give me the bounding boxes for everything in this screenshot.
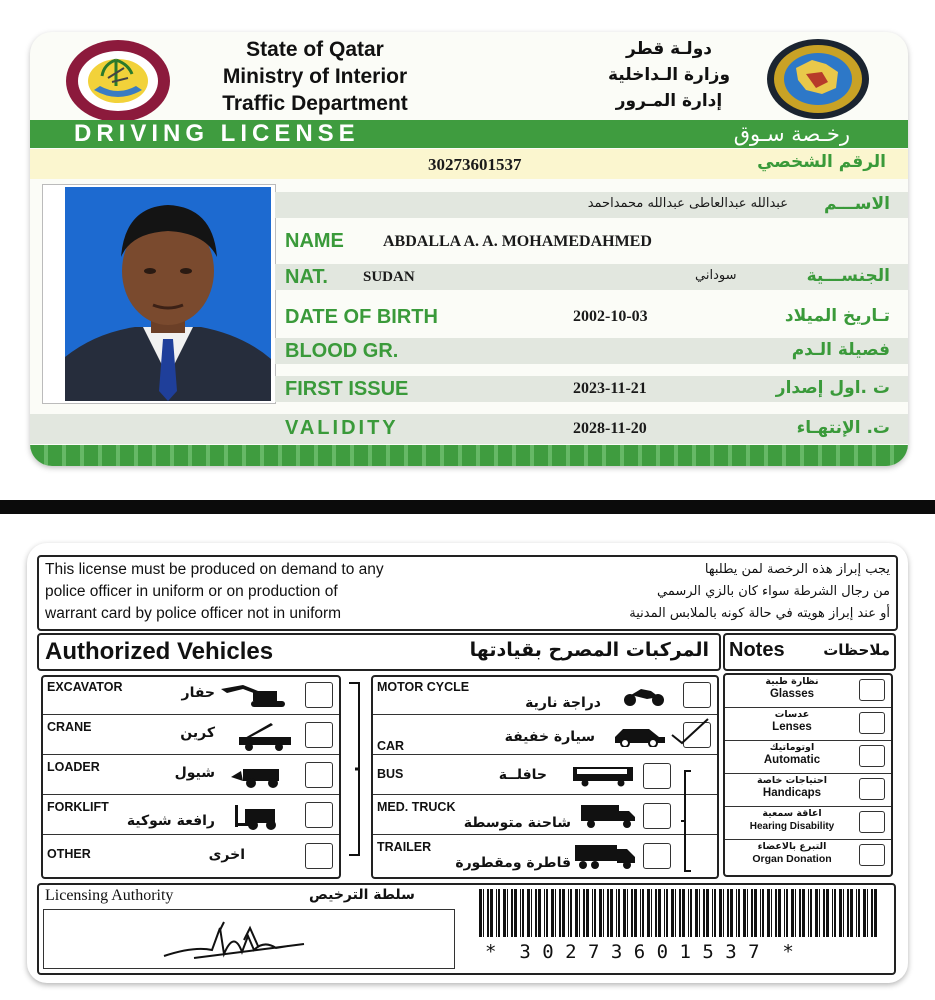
barcode-bar bbox=[795, 889, 796, 937]
vehicle-label-ar: قاطرة ومقطورة bbox=[455, 855, 571, 871]
first-issue-value: 2023-11-21 bbox=[573, 380, 647, 397]
notice-ar-line: أو عند إبراز هويته في حالة كونه بالملابس المدنية bbox=[629, 606, 890, 621]
barcode-bar bbox=[544, 889, 545, 937]
barcode-bar bbox=[651, 889, 652, 937]
barcode-bar bbox=[666, 889, 668, 937]
vehicle-label-ar: سيارة خفيفة bbox=[504, 729, 595, 745]
header-ministry: Ministry of Interior bbox=[222, 65, 408, 88]
personal-number-row bbox=[30, 149, 908, 179]
barcode-bar bbox=[627, 889, 628, 937]
holder-photo-image bbox=[65, 187, 271, 401]
barcode-bar bbox=[810, 889, 812, 937]
truck-icon bbox=[579, 803, 637, 834]
dob-label-ar: تـاريخ الميلاد bbox=[784, 306, 890, 326]
barcode-bar bbox=[850, 889, 853, 937]
barcode-bar bbox=[727, 889, 729, 937]
barcode-bar bbox=[703, 889, 705, 937]
note-label-ar: التبرع بالاعضاء bbox=[757, 841, 827, 852]
barcode-bar bbox=[594, 889, 596, 937]
checkbox-excavator[interactable] bbox=[305, 682, 333, 708]
barcode-bar bbox=[856, 889, 857, 937]
vehicle-label-en: OTHER bbox=[47, 847, 91, 861]
barcode-bar bbox=[490, 889, 493, 937]
notes-box bbox=[723, 673, 893, 877]
barcode-bar bbox=[531, 889, 532, 937]
notice-ar-line: من رجال الشرطة سواء كان بالزي الرسمي bbox=[657, 584, 890, 599]
barcode-bar bbox=[671, 889, 674, 937]
header-arabic bbox=[578, 36, 760, 114]
barcode-bar bbox=[675, 889, 676, 937]
barcode-bar bbox=[843, 889, 844, 937]
license-title-ar: رخـصة سـوق bbox=[733, 122, 850, 146]
notes-title-ar: ملاحظات bbox=[823, 641, 890, 659]
vehicle-label-en: FORKLIFT bbox=[47, 800, 109, 814]
notice-en-line: police officer in uniform or on production of bbox=[45, 583, 338, 600]
vehicle-row-motorcycle bbox=[373, 677, 717, 715]
note-label-ar: احتياجات خاصة bbox=[756, 775, 828, 786]
notice-en bbox=[45, 559, 384, 625]
blood-label-en: BLOOD GR. bbox=[285, 340, 399, 362]
header-english bbox=[170, 36, 460, 117]
first-issue-label-ar: ت .اول إصدار bbox=[775, 378, 890, 398]
checkbox-crane[interactable] bbox=[305, 722, 333, 748]
note-label-ar: اوتوماتيك bbox=[769, 742, 815, 753]
barcode-bar bbox=[618, 889, 620, 937]
barcode-bar bbox=[575, 889, 578, 937]
vehicle-label-en: MOTOR CYCLE bbox=[377, 680, 470, 694]
barcode-bar bbox=[832, 889, 833, 937]
barcode-bar bbox=[631, 889, 633, 937]
dob-label-en: DATE OF BIRTH bbox=[285, 306, 438, 328]
authorized-title-en: Authorized Vehicles bbox=[45, 638, 274, 665]
authorized-vehicles-header bbox=[37, 633, 721, 671]
barcode-bar bbox=[808, 889, 809, 937]
barcode-bar bbox=[559, 889, 561, 937]
header-state-ar: دولـة قطر bbox=[626, 39, 712, 59]
barcode-bar bbox=[719, 889, 722, 937]
barcode-bar bbox=[483, 889, 484, 937]
barcode-bar bbox=[767, 889, 770, 937]
vehicles-left-box bbox=[41, 675, 341, 879]
barcode-bar bbox=[527, 889, 530, 937]
bracket-left-icon bbox=[345, 681, 365, 857]
note-label-ar: اعاقة سمعية bbox=[762, 808, 822, 819]
license-back-card bbox=[27, 543, 908, 983]
barcode-bar bbox=[610, 889, 613, 937]
barcode-bar bbox=[496, 889, 497, 937]
barcode-bar bbox=[658, 889, 661, 937]
barcode-number: * 3 0 2 7 3 6 0 1 5 3 7 * bbox=[485, 941, 794, 963]
note-label-en: Glasses bbox=[769, 688, 815, 700]
barcode-bar bbox=[695, 889, 698, 937]
vehicle-label-ar: حفار bbox=[181, 685, 215, 701]
vehicle-label-en: LOADER bbox=[47, 760, 100, 774]
barcode-icon bbox=[477, 889, 881, 937]
validity-value: 2028-11-20 bbox=[573, 420, 647, 437]
barcode-bar bbox=[775, 889, 777, 937]
barcode-bar bbox=[555, 889, 556, 937]
barcode-bar bbox=[603, 889, 604, 937]
barcode-bar bbox=[592, 889, 593, 937]
checkbox-car[interactable] bbox=[683, 722, 711, 748]
barcode-bar bbox=[874, 889, 877, 937]
vehicle-row-excavator bbox=[43, 677, 339, 715]
notice-ar bbox=[500, 559, 890, 625]
vehicle-row-forklift bbox=[43, 797, 339, 835]
barcode-bar bbox=[863, 889, 866, 937]
barcode-bar bbox=[503, 889, 506, 937]
note-label-en: Handicaps bbox=[762, 787, 822, 799]
barcode-bar bbox=[562, 889, 565, 937]
barcode-bar bbox=[858, 889, 860, 937]
vehicle-label-ar: اخرى bbox=[208, 847, 245, 863]
barcode-bar bbox=[714, 889, 716, 937]
barcode-bar bbox=[847, 889, 849, 937]
barcode-bar bbox=[738, 889, 740, 937]
barcode-bar bbox=[690, 889, 692, 937]
header-department-ar: إدارة المـرور bbox=[615, 91, 723, 111]
loader-icon bbox=[229, 763, 291, 794]
nationality-label-ar: الجنســـية bbox=[806, 266, 890, 286]
checkbox-handicaps[interactable] bbox=[859, 778, 885, 800]
vehicle-row-car bbox=[373, 717, 717, 755]
authorized-title-ar: المركبات المصرح بقيادتها bbox=[469, 639, 709, 661]
barcode-bar bbox=[712, 889, 713, 937]
note-row-glasses bbox=[725, 675, 891, 708]
nationality-row bbox=[275, 264, 908, 290]
trailer-icon bbox=[573, 843, 637, 876]
personal-number-value: 30273601537 bbox=[428, 155, 522, 174]
barcode-bar bbox=[570, 889, 572, 937]
barcode-bar bbox=[640, 889, 641, 937]
barcode-bar bbox=[688, 889, 689, 937]
vehicle-row-other bbox=[43, 837, 339, 874]
barcode-bar bbox=[751, 889, 753, 937]
barcode-bar bbox=[579, 889, 580, 937]
note-label-en: Lenses bbox=[772, 721, 812, 733]
barcode-bar bbox=[799, 889, 801, 937]
forklift-icon bbox=[233, 803, 293, 836]
vehicle-label-en: TRAILER bbox=[377, 840, 432, 854]
nationality-label-en: NAT. bbox=[285, 266, 328, 288]
blood-label-ar: فصيلة الـدم bbox=[791, 340, 890, 360]
barcode-bar bbox=[520, 889, 521, 937]
name-en-value: ABDALLA A. A. MOHAMEDAHMED bbox=[383, 233, 652, 250]
validity-label-en: VALIDITY bbox=[285, 417, 399, 439]
barcode-bar bbox=[871, 889, 873, 937]
vehicle-label-ar: دراجة نارية bbox=[525, 695, 601, 711]
barcode-bar bbox=[815, 889, 818, 937]
bus-icon bbox=[571, 765, 635, 792]
vehicle-row-med-truck bbox=[373, 797, 717, 835]
checkbox-motorcycle[interactable] bbox=[683, 682, 711, 708]
checkbox-glasses[interactable] bbox=[859, 679, 885, 701]
checkbox-med-truck[interactable] bbox=[643, 803, 671, 829]
checkbox-bus[interactable] bbox=[643, 763, 671, 789]
checkmark-icon bbox=[670, 717, 710, 747]
vehicle-label-ar: شيول bbox=[174, 765, 215, 781]
vehicle-label-ar: كرين bbox=[180, 725, 215, 741]
signature-icon bbox=[44, 910, 454, 968]
note-label-en: Automatic bbox=[763, 754, 821, 766]
barcode-bar bbox=[802, 889, 805, 937]
notice-ar-line: يجب إبراز هذه الرخصة لمن يطلبها bbox=[704, 562, 890, 577]
vehicle-label-en: CAR bbox=[377, 739, 405, 753]
barcode-bar bbox=[771, 889, 772, 937]
barcode-bar bbox=[642, 889, 644, 937]
barcode-bar bbox=[599, 889, 602, 937]
barcode-bar bbox=[546, 889, 548, 937]
validity-row bbox=[30, 414, 908, 444]
barcode-bar bbox=[747, 889, 748, 937]
barcode-bar bbox=[784, 889, 785, 937]
barcode-bar bbox=[498, 889, 500, 937]
barcode-bar bbox=[511, 889, 513, 937]
decorative-footer-band bbox=[30, 445, 908, 466]
vehicle-row-bus bbox=[373, 757, 717, 795]
barcode-bar bbox=[479, 889, 482, 937]
note-row-hearing bbox=[725, 807, 891, 840]
note-label-en: Hearing Disability bbox=[749, 821, 835, 832]
checkbox-trailer[interactable] bbox=[643, 843, 671, 869]
barcode-bar bbox=[623, 889, 626, 937]
dob-value: 2002-10-03 bbox=[573, 308, 648, 325]
header-state: State of Qatar bbox=[246, 38, 384, 61]
name-en-row bbox=[275, 228, 908, 254]
first-issue-row bbox=[275, 376, 908, 402]
barcode-bar bbox=[743, 889, 746, 937]
nationality-en-value: SUDAN bbox=[363, 269, 415, 285]
checkbox-lenses[interactable] bbox=[859, 712, 885, 734]
validity-label-ar: ت. الإنتهـاء bbox=[796, 418, 890, 438]
barcode-bar bbox=[839, 889, 842, 937]
name-label-ar: الاســـم bbox=[824, 194, 890, 214]
license-title-en: DRIVING LICENSE bbox=[74, 120, 360, 147]
checkbox-loader[interactable] bbox=[305, 762, 333, 788]
vehicle-label-en: BUS bbox=[377, 767, 404, 781]
barcode-bar bbox=[634, 889, 637, 937]
motorcycle-icon bbox=[621, 683, 667, 712]
barcode-bar bbox=[723, 889, 724, 937]
barcode-bar bbox=[568, 889, 569, 937]
barcode-bar bbox=[607, 889, 609, 937]
barcode-bar bbox=[664, 889, 665, 937]
crane-icon bbox=[235, 721, 293, 756]
gcc-emblem-icon bbox=[766, 38, 870, 120]
car-icon bbox=[611, 725, 667, 752]
barcode-bar bbox=[682, 889, 685, 937]
barcode-bar bbox=[647, 889, 650, 937]
barcode-bar bbox=[730, 889, 733, 937]
personal-number-label-ar: الرقم الشخصي bbox=[757, 152, 886, 172]
barcode-bar bbox=[786, 889, 788, 937]
checkbox-automatic[interactable] bbox=[859, 745, 885, 767]
authority-label-en: Licensing Authority bbox=[45, 887, 174, 904]
first-issue-label-en: FIRST ISSUE bbox=[285, 378, 409, 400]
nationality-ar-value: سوداني bbox=[695, 268, 737, 283]
barcode-bar bbox=[699, 889, 700, 937]
license-title-band bbox=[30, 120, 908, 148]
name-label-en: NAME bbox=[285, 230, 344, 252]
barcode-bar bbox=[535, 889, 537, 937]
note-row-handicaps bbox=[725, 774, 891, 807]
barcode-bar bbox=[819, 889, 820, 937]
name-ar-value: عبدالله عبدالعاطى عبدالله محمداحمد bbox=[587, 196, 788, 211]
header-ministry-ar: وزارة الـداخلية bbox=[607, 65, 731, 85]
qatar-emblem-icon bbox=[64, 38, 172, 124]
checkbox-hearing[interactable] bbox=[859, 811, 885, 833]
note-row-automatic bbox=[725, 741, 891, 774]
note-row-organ-donation bbox=[725, 840, 891, 872]
note-label-ar: عدسات bbox=[774, 709, 810, 720]
authority-label-ar: سلطة الترخيص bbox=[309, 887, 415, 903]
notice-en-line: warrant card by police officer not in uniform bbox=[45, 605, 342, 622]
license-front-card bbox=[30, 32, 908, 466]
barcode-bar bbox=[826, 889, 829, 937]
holder-photo bbox=[42, 184, 276, 404]
vehicle-label-en: MED. TRUCK bbox=[377, 800, 456, 814]
vehicle-label-ar: شاحنة متوسطة bbox=[463, 815, 571, 831]
barcode-bar bbox=[834, 889, 836, 937]
checkbox-forklift[interactable] bbox=[305, 802, 333, 828]
barcode-bar bbox=[514, 889, 517, 937]
barcode-bar bbox=[487, 889, 489, 937]
barcode-bar bbox=[679, 889, 681, 937]
barcode-bar bbox=[616, 889, 617, 937]
signature-box bbox=[43, 909, 455, 969]
bracket-right-icon bbox=[681, 769, 695, 873]
note-label-ar: نظارة طبية bbox=[765, 676, 819, 687]
barcode-bar bbox=[823, 889, 825, 937]
barcode-bar bbox=[867, 889, 868, 937]
barcode-bar bbox=[754, 889, 757, 937]
notice-box bbox=[37, 555, 898, 631]
name-ar-row bbox=[275, 192, 908, 218]
barcode-bar bbox=[522, 889, 524, 937]
card-divider bbox=[0, 500, 935, 514]
header-department: Traffic Department bbox=[222, 92, 408, 115]
barcode-bar bbox=[655, 889, 657, 937]
barcode-bar bbox=[778, 889, 781, 937]
barcode-bar bbox=[736, 889, 737, 937]
notice-en-line: This license must be produced on demand to any bbox=[45, 561, 384, 578]
notes-header bbox=[723, 633, 896, 671]
barcode-bar bbox=[507, 889, 508, 937]
barcode-bar bbox=[538, 889, 541, 937]
vehicle-label-en: CRANE bbox=[47, 720, 92, 734]
note-row-lenses bbox=[725, 708, 891, 741]
barcode-bar bbox=[551, 889, 554, 937]
vehicle-row-crane bbox=[43, 717, 339, 755]
dob-row bbox=[275, 304, 908, 330]
checkbox-other[interactable] bbox=[305, 843, 333, 869]
vehicle-row-trailer bbox=[373, 837, 717, 874]
excavator-icon bbox=[219, 683, 289, 714]
vehicle-label-ar: رافعة شوكية bbox=[126, 813, 215, 829]
note-label-en: Organ Donation bbox=[752, 853, 832, 865]
vehicle-row-loader bbox=[43, 757, 339, 795]
barcode-bar bbox=[706, 889, 709, 937]
barcode-bar bbox=[791, 889, 794, 937]
barcode-bar bbox=[762, 889, 764, 937]
vehicle-label-en: EXCAVATOR bbox=[47, 680, 123, 694]
checkbox-organ-donation[interactable] bbox=[859, 844, 885, 866]
barcode-bar bbox=[583, 889, 585, 937]
barcode-bar bbox=[760, 889, 761, 937]
notes-title-en: Notes bbox=[729, 639, 785, 661]
vehicles-right-box bbox=[371, 675, 719, 879]
vehicle-label-ar: حافلــة bbox=[498, 767, 547, 783]
blood-group-row bbox=[275, 338, 908, 364]
barcode-bar bbox=[586, 889, 589, 937]
authority-box bbox=[37, 883, 896, 975]
